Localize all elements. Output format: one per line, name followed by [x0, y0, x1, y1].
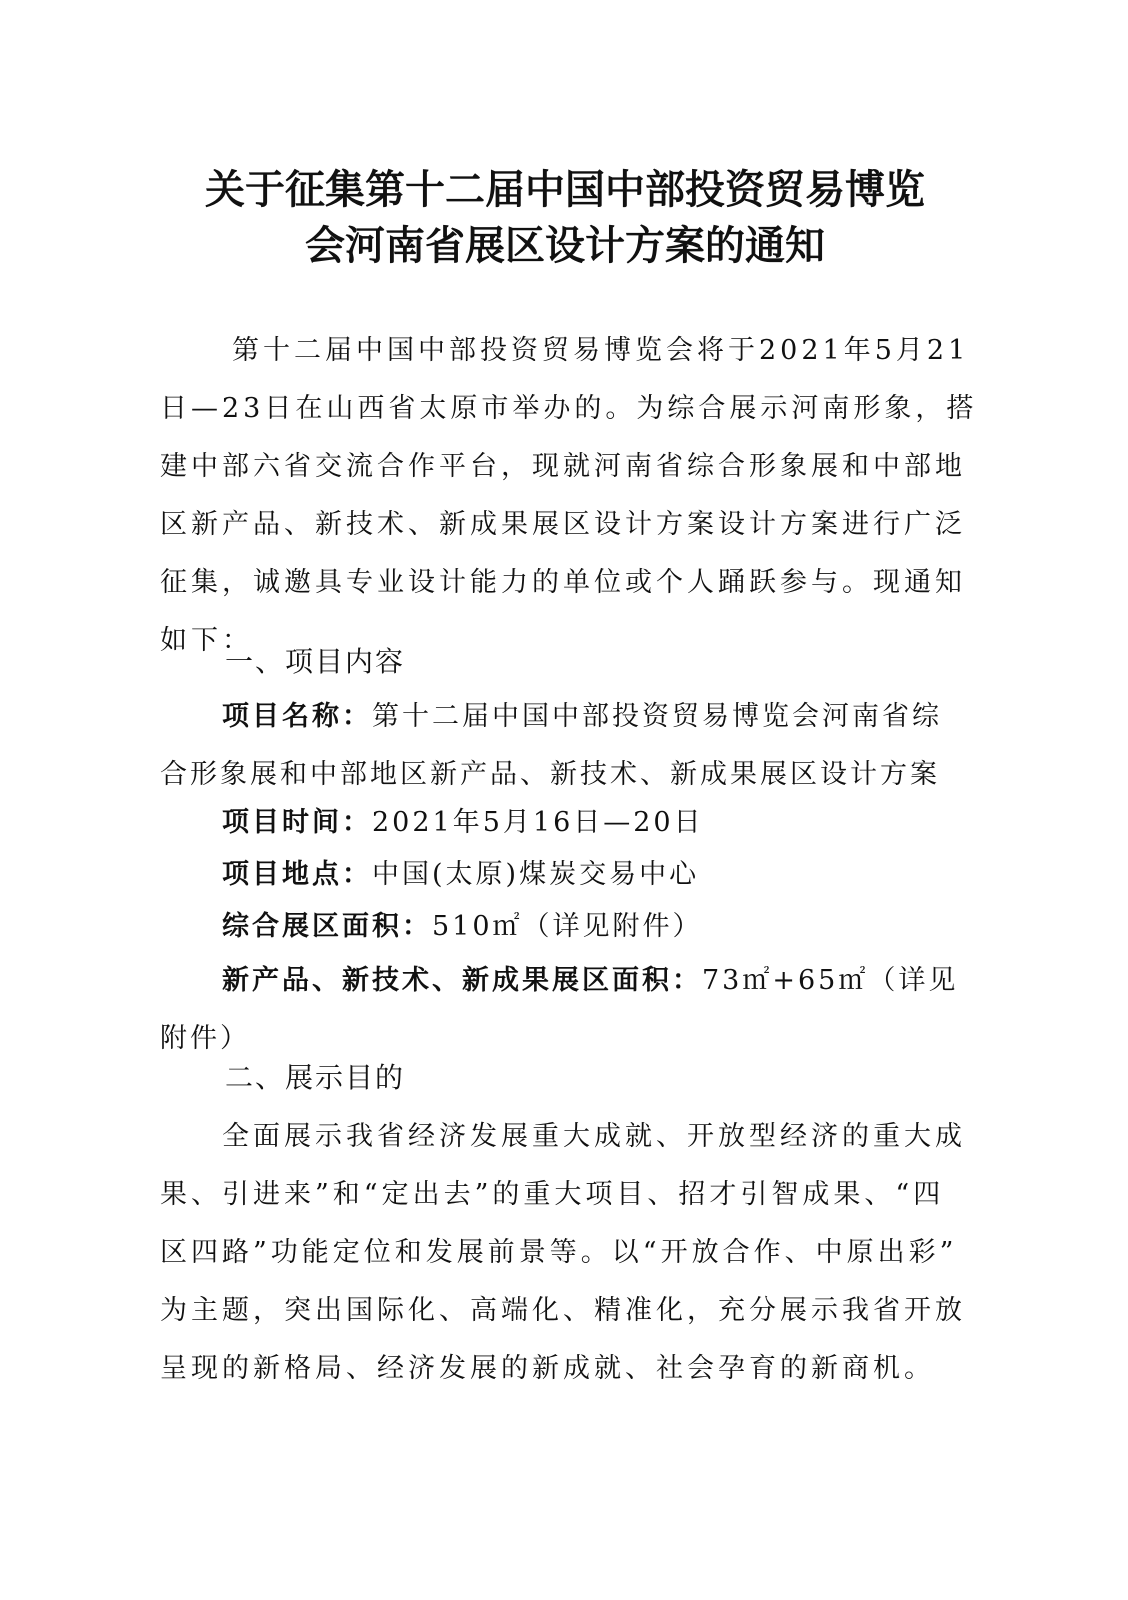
- section-2-line: 为主题，突出国际化、高端化、精准化，充分展示我省开放: [160, 1295, 966, 1326]
- section-2-line: 区四路”功能定位和发展前景等。以“开放合作、中原出彩”: [160, 1237, 958, 1268]
- project-place-label: 项目地点：: [222, 859, 372, 890]
- project-name-value: 第十二届中国中部投资贸易博览会河南省综: [372, 701, 942, 732]
- project-place-value: 中国(太原)煤炭交易中心: [372, 859, 700, 890]
- project-time-field: [160, 794, 950, 852]
- area-1-value: 510㎡（详见附件）: [432, 911, 703, 942]
- intro-line: 征集，诚邀具专业设计能力的单位或个人踊跃参与。现通知: [160, 567, 966, 598]
- section-2-heading: 二、展示目的: [225, 1061, 406, 1094]
- document-title-line-1: 关于征集第十二届中国中部投资贸易博览: [205, 167, 925, 213]
- intro-line: 建中部六省交流合作平台，现就河南省综合形象展和中部地: [160, 451, 966, 482]
- section-2-paragraph: [160, 1108, 966, 1398]
- project-name-value-continued: 合形象展和中部地区新产品、新技术、新成果展区设计方案: [160, 759, 940, 790]
- section-2-line: 全面展示我省经济发展重大成就、开放型经济的重大成: [222, 1121, 966, 1152]
- area-2-label: 新产品、新技术、新成果展区面积：: [222, 965, 702, 996]
- section-1-heading: 一、项目内容: [225, 645, 406, 678]
- intro-line: 区新产品、新技术、新成果展区设计方案设计方案进行广泛: [160, 509, 966, 540]
- area-1-field: [160, 898, 950, 956]
- section-2-line: 呈现的新格局、经济发展的新成就、社会孕育的新商机。: [160, 1353, 935, 1384]
- project-place-field: [160, 846, 950, 904]
- intro-line: 日—23日在山西省太原市举办的。为综合展示河南形象，搭: [160, 393, 978, 424]
- area-2-field: [160, 952, 959, 1068]
- area-2-value: 73㎡+65㎡（详见: [702, 965, 959, 996]
- intro-paragraph: [160, 322, 978, 670]
- section-2-line: 果、引进来”和“定出去”的重大项目、招才引智成果、“四: [160, 1179, 945, 1210]
- intro-line: 如下：: [160, 625, 253, 656]
- project-name-field: [160, 688, 950, 804]
- project-time-label: 项目时间：: [222, 807, 372, 838]
- area-1-label: 综合展区面积：: [222, 911, 432, 942]
- project-name-label: 项目名称：: [222, 701, 372, 732]
- intro-line: 第十二届中国中部投资贸易博览会将于2021年5月21: [232, 335, 970, 366]
- project-time-value: 2021年5月16日—20日: [372, 807, 704, 838]
- document-title-line-2: 会河南省展区设计方案的通知: [305, 223, 825, 269]
- area-2-value-continued: 附件）: [160, 1023, 250, 1054]
